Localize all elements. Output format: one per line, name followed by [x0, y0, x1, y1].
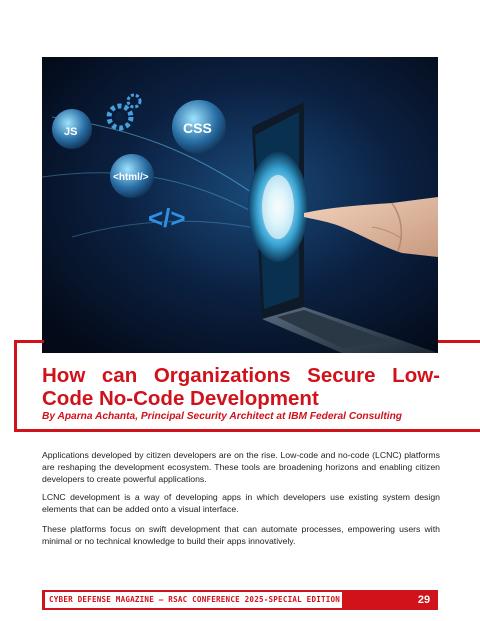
code-tag-icon	[148, 203, 186, 233]
svg-text:<html/>: <html/>	[113, 172, 149, 183]
svg-text:</>: </>	[148, 203, 186, 233]
accent-frame-right	[438, 340, 480, 343]
accent-frame-left	[14, 340, 17, 432]
paragraph-1: Applications developed by citizen developers are on the rise. Low-code and no-code (LCNC) platforms are reshaping the development ecosystem. These tools are broadening horizons and enabling citizen developers to create powerful applications.	[42, 450, 440, 484]
js-bubble-icon	[52, 109, 92, 149]
accent-frame-bottom	[14, 429, 480, 432]
css-bubble-icon	[172, 100, 226, 154]
paragraph-3: These platforms focus on swift development that can automate processes, empowering users with minimal or no technical knowledge to build their apps innovatively.	[42, 524, 440, 546]
paragraph-2: LCNC development is a way of developing apps in which developers use existing system design elements that can be added onto a visual interface.	[42, 492, 440, 514]
svg-text:JS: JS	[64, 126, 78, 138]
html-bubble-icon	[110, 154, 154, 198]
footer-publication: CYBER DEFENSE MAGAZINE – RSAC CONFERENCE 2025-SPECIAL EDITION	[42, 592, 342, 608]
article-byline: By Aparna Achanta, Principal Security Architect at IBM Federal Consulting	[42, 411, 403, 422]
article-title: How can Organizations Secure Low-Code No-Code Development	[42, 364, 440, 410]
svg-text:CSS: CSS	[183, 120, 212, 136]
accent-frame-top	[14, 340, 44, 343]
hero-illustration	[42, 57, 438, 353]
hero-image	[42, 57, 438, 353]
page-number: 29	[417, 594, 431, 606]
